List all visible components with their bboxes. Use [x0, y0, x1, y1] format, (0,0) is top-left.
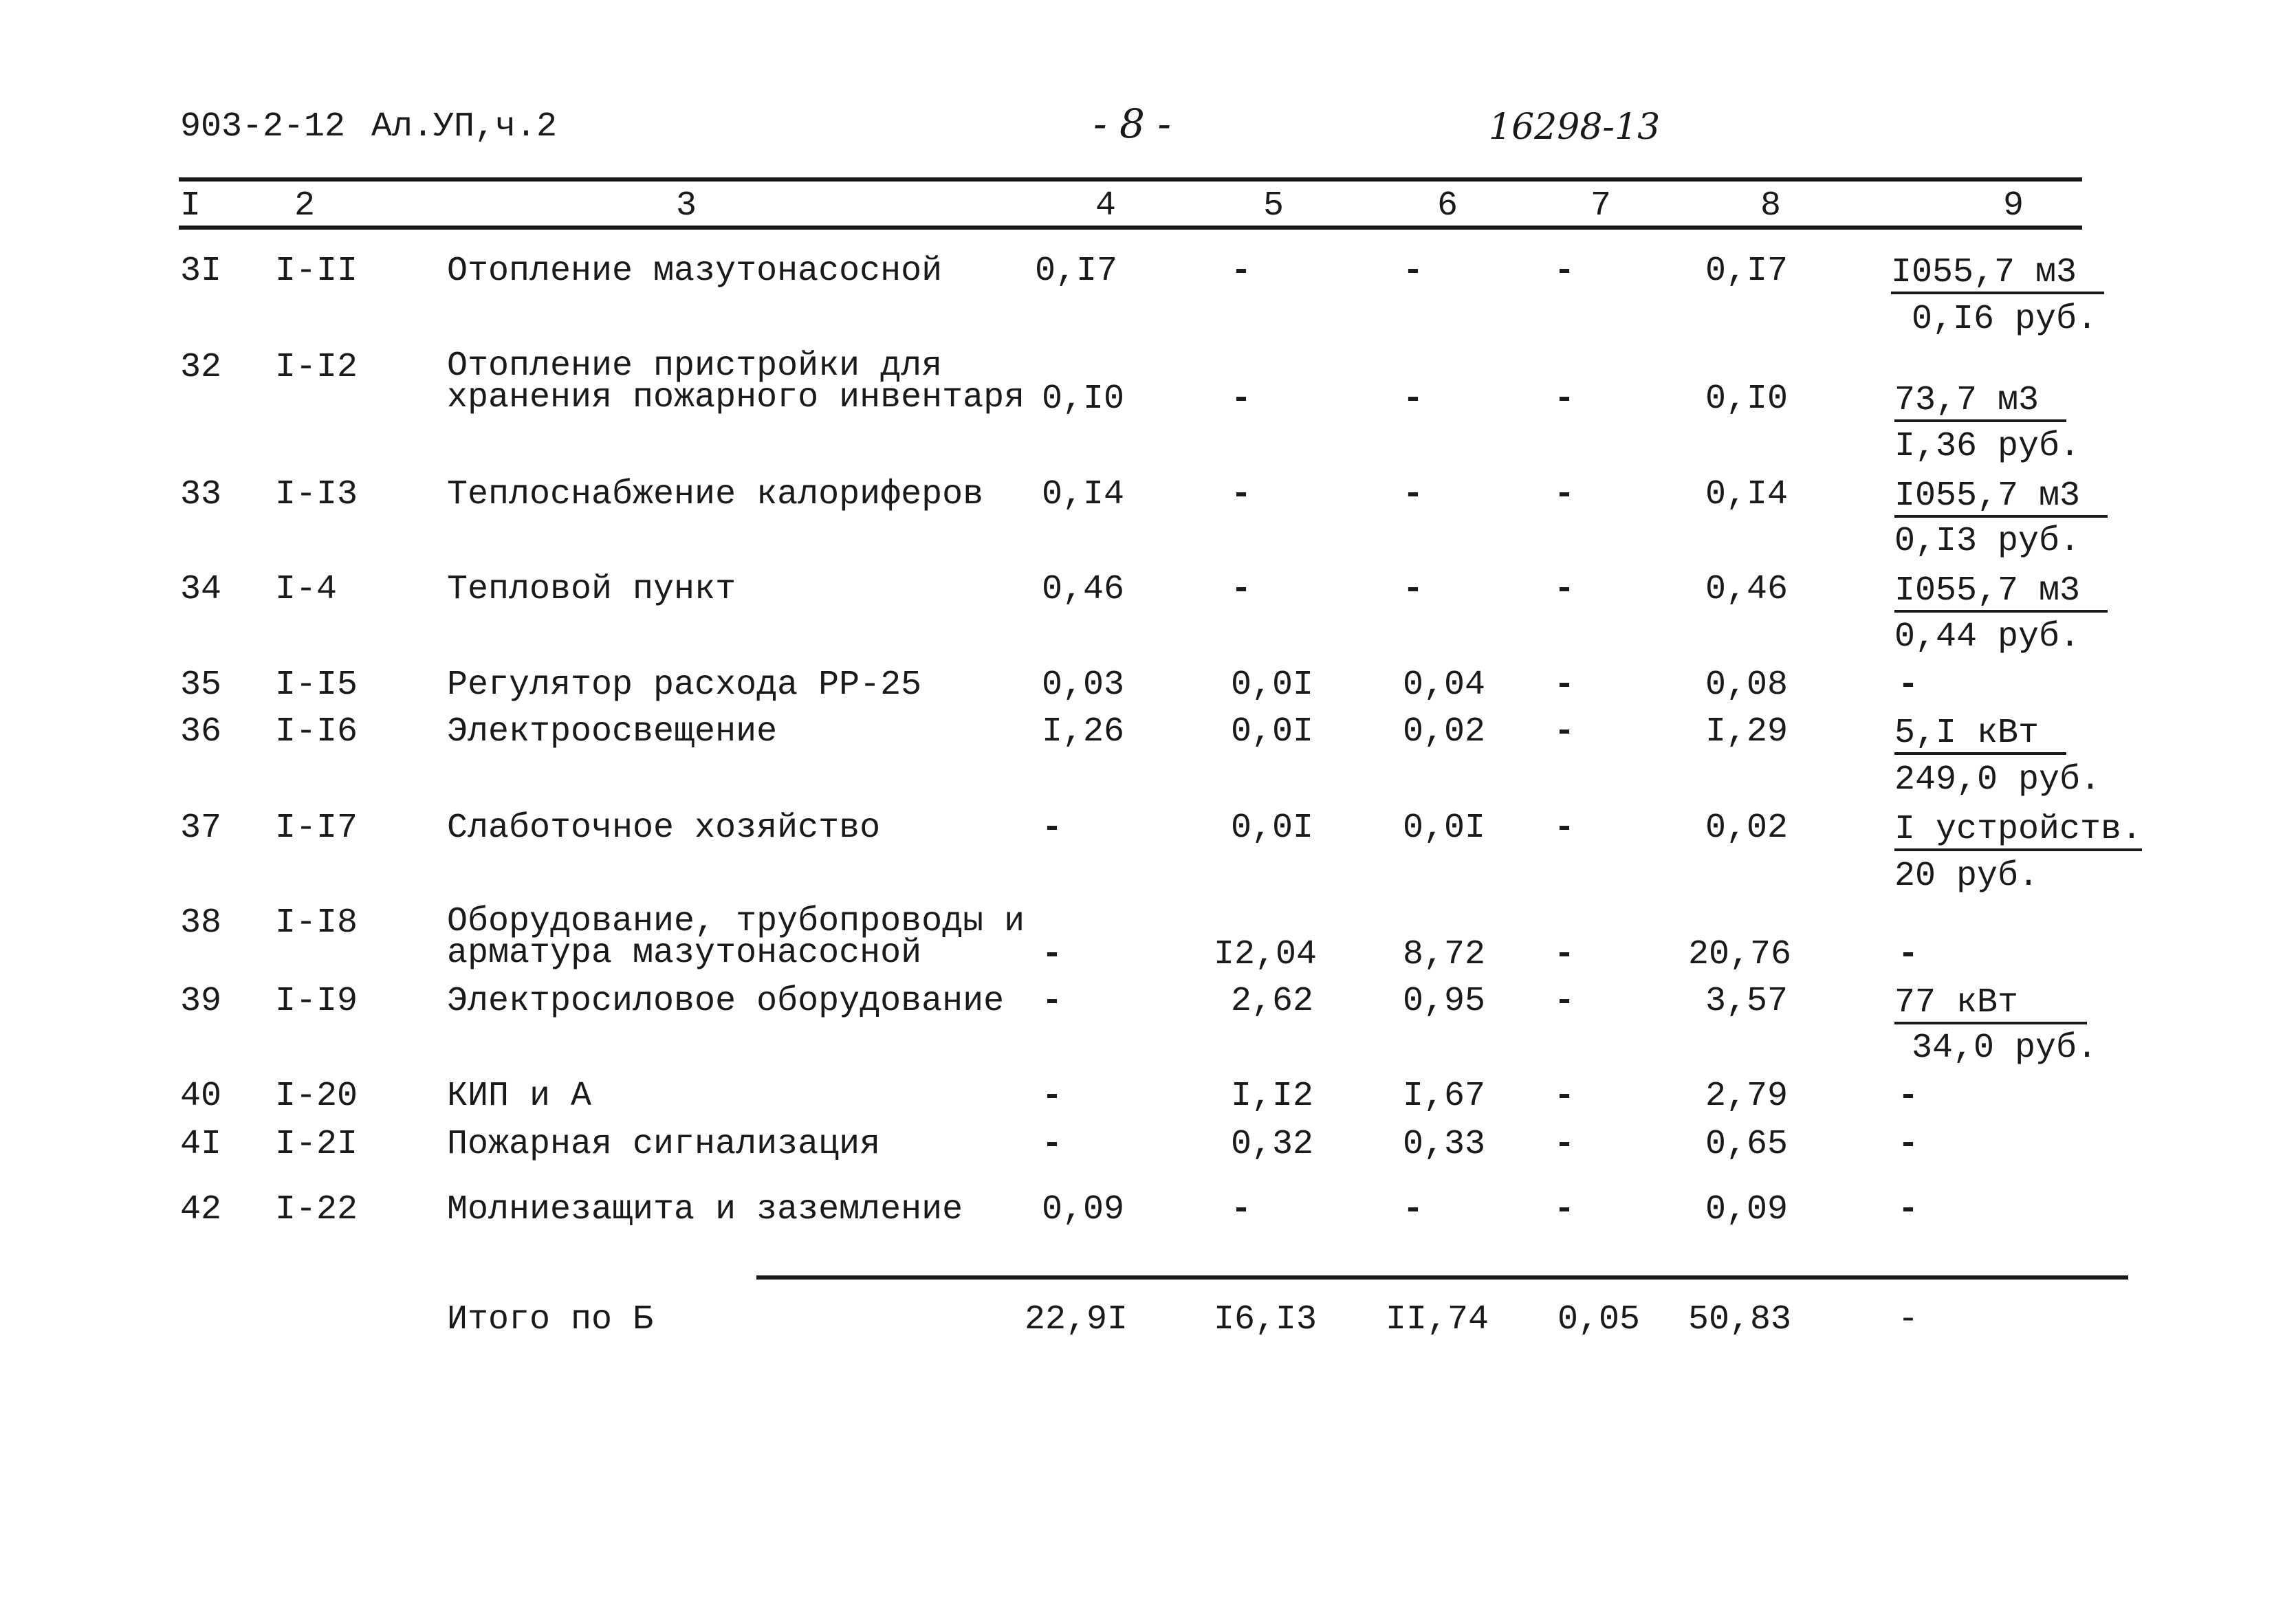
- row-col9-top: [1894, 715, 2066, 755]
- column-header-5: 5: [1263, 186, 1284, 226]
- total-label: Итого по Б: [447, 1300, 654, 1339]
- document-code: 903-2-12: [180, 107, 346, 146]
- row-reference: I-II: [275, 252, 358, 291]
- column-header-4: 4: [1095, 186, 1117, 226]
- row-col8: 0,I7: [1705, 252, 1789, 291]
- column-header-7: 7: [1590, 186, 1612, 226]
- column-header-9: 9: [2003, 186, 2024, 226]
- column-header-1: I: [180, 186, 201, 226]
- row-col6: -: [1403, 1190, 1424, 1229]
- row-col8: 2,79: [1705, 1077, 1789, 1116]
- row-col9-top-text: I055,7 м3: [1894, 573, 2108, 613]
- row-reference: I-I9: [275, 982, 358, 1021]
- row-col9-top: [1894, 573, 2108, 613]
- row-col4: 0,09: [1042, 1190, 1125, 1229]
- row-col4: I,26: [1042, 712, 1125, 751]
- row-col9-top: -: [1898, 666, 1919, 705]
- row-col4: 0,I7: [1035, 252, 1118, 291]
- row-col4: -: [1042, 1077, 1063, 1116]
- row-col9-top-text: 5,I кВт: [1894, 715, 2066, 755]
- row-name-line1: Оборудование, трубопроводы и: [447, 902, 1025, 941]
- row-col4: -: [1042, 809, 1063, 848]
- row-name: Отопление мазутонасосной: [447, 252, 943, 291]
- row-col4: -: [1042, 1125, 1063, 1164]
- row-col6: 0,0I: [1403, 809, 1486, 848]
- row-col7: -: [1554, 252, 1575, 291]
- row-col9-bottom: 249,0 руб.: [1894, 760, 2101, 800]
- row-col4: 0,I0: [1042, 380, 1125, 419]
- row-col9-bottom: I,36 руб.: [1894, 427, 2081, 466]
- column-header-8: 8: [1760, 186, 1782, 226]
- row-col6: 0,95: [1403, 982, 1486, 1021]
- row-col4: 0,03: [1042, 666, 1125, 705]
- row-col9-top: [1891, 254, 2104, 294]
- row-col8: 0,09: [1705, 1190, 1789, 1229]
- page-number: - 8 -: [1093, 100, 1171, 147]
- row-col9-top: -: [1898, 935, 1919, 974]
- row-col7: -: [1554, 809, 1575, 848]
- row-col6: -: [1403, 380, 1424, 419]
- row-name: Регулятор расхода РР-25: [447, 666, 922, 705]
- row-name-line2: хранения пожарного инвентаря: [447, 378, 1025, 417]
- row-number: 40: [180, 1077, 222, 1116]
- row-col4: 0,46: [1042, 570, 1125, 609]
- row-col5: 0,0I: [1231, 712, 1314, 751]
- row-number: 34: [180, 570, 222, 609]
- row-col7: -: [1554, 935, 1575, 974]
- row-reference: I-I2: [275, 348, 358, 387]
- row-col9-top: -: [1898, 1125, 1919, 1164]
- row-col5: -: [1231, 570, 1252, 609]
- row-reference: I-I7: [275, 809, 358, 848]
- row-name: Электросиловое оборудование: [447, 982, 1005, 1021]
- row-col7: -: [1554, 1125, 1575, 1164]
- row-col7: -: [1554, 380, 1575, 419]
- row-col4: -: [1042, 935, 1063, 974]
- row-col7: -: [1554, 982, 1575, 1021]
- row-col8: 0,I0: [1705, 380, 1789, 419]
- row-col9-top: [1894, 985, 2087, 1024]
- row-number: 35: [180, 666, 222, 705]
- row-reference: I-22: [275, 1190, 358, 1229]
- row-col5: 0,0I: [1231, 666, 1314, 705]
- row-col5: -: [1231, 252, 1252, 291]
- row-col5: -: [1231, 475, 1252, 514]
- row-name: Электроосвещение: [447, 712, 778, 751]
- row-name: Слаботочное хозяйство: [447, 809, 881, 848]
- row-col9-top-text: 73,7 м3: [1894, 382, 2066, 422]
- row-col5: 2,62: [1231, 982, 1314, 1021]
- row-col5: I,I2: [1231, 1077, 1314, 1116]
- row-number: 33: [180, 475, 222, 514]
- row-col9-bottom: 0,I3 руб.: [1894, 522, 2081, 561]
- row-col5: -: [1231, 1190, 1252, 1229]
- row-number: 36: [180, 712, 222, 751]
- row-col9-bottom: 0,44 руб.: [1894, 617, 2081, 657]
- row-name: Пожарная сигнализация: [447, 1125, 881, 1164]
- row-col8: 0,02: [1705, 809, 1789, 848]
- total-col8: 50,83: [1688, 1300, 1792, 1339]
- total-col4: 22,9I: [1025, 1300, 1128, 1339]
- row-name: Теплоснабжение калориферов: [447, 475, 984, 514]
- row-col9-top: [1894, 811, 2142, 851]
- row-col9-top: [1894, 478, 2108, 518]
- row-col6: 0,33: [1403, 1125, 1486, 1164]
- row-col6: I,67: [1403, 1077, 1486, 1116]
- row-name: Молниезащита и заземление: [447, 1190, 963, 1229]
- row-number: 42: [180, 1190, 222, 1229]
- row-col8: 20,76: [1688, 935, 1792, 974]
- row-col9-top: [1894, 382, 2066, 422]
- total-col9: -: [1898, 1300, 1919, 1339]
- row-number: 32: [180, 348, 222, 387]
- column-header-3: 3: [676, 186, 697, 226]
- column-header-2: 2: [294, 186, 316, 226]
- row-col7: -: [1554, 1190, 1575, 1229]
- row-col7: -: [1554, 666, 1575, 705]
- column-header-6: 6: [1437, 186, 1458, 226]
- row-col5: 0,0I: [1231, 809, 1314, 848]
- row-col5: -: [1231, 380, 1252, 419]
- row-col7: -: [1554, 570, 1575, 609]
- table-header-rule: [179, 226, 2082, 230]
- row-col9-top-text: I055,7 м3: [1891, 254, 2104, 294]
- total-col6: II,74: [1386, 1300, 1489, 1339]
- row-col4: 0,I4: [1042, 475, 1125, 514]
- row-col9-top: -: [1898, 1190, 1919, 1229]
- row-col6: 8,72: [1403, 935, 1486, 974]
- row-number: 37: [180, 809, 222, 848]
- row-col8: 0,46: [1705, 570, 1789, 609]
- row-name: КИП и А: [447, 1077, 592, 1116]
- row-col9-bottom: 0,I6 руб.: [1912, 300, 2098, 339]
- row-col8: 0,65: [1705, 1125, 1789, 1164]
- row-col9-top-text: I055,7 м3: [1894, 478, 2108, 518]
- row-number: 39: [180, 982, 222, 1021]
- table-top-rule: [179, 177, 2082, 182]
- row-col8: 0,I4: [1705, 475, 1789, 514]
- row-col6: -: [1403, 570, 1424, 609]
- row-name: Тепловой пункт: [447, 570, 736, 609]
- row-number: 3I: [180, 252, 222, 291]
- row-col7: -: [1554, 475, 1575, 514]
- row-number: 4I: [180, 1125, 222, 1164]
- row-reference: I-I3: [275, 475, 358, 514]
- row-col6: 0,02: [1403, 712, 1486, 751]
- row-col9-top: -: [1898, 1077, 1919, 1116]
- row-reference: I-4: [275, 570, 338, 609]
- row-col4: -: [1042, 982, 1063, 1021]
- row-col9-top-text: I устройств.: [1894, 811, 2142, 851]
- row-col7: -: [1554, 1077, 1575, 1116]
- total-rule: [756, 1275, 2128, 1280]
- total-col5: I6,I3: [1214, 1300, 1318, 1339]
- row-col9-top-text: 77 кВт: [1894, 985, 2087, 1024]
- row-number: 38: [180, 903, 222, 943]
- album-reference: Ал.УП,ч.2: [371, 107, 558, 146]
- row-reference: I-2I: [275, 1125, 358, 1164]
- row-col8: I,29: [1705, 712, 1789, 751]
- row-col8: 3,57: [1705, 982, 1789, 1021]
- total-col7: 0,05: [1557, 1300, 1641, 1339]
- row-col9-bottom: 20 руб.: [1894, 857, 2040, 896]
- row-name-line1: Отопление пристройки для: [447, 347, 943, 386]
- row-col8: 0,08: [1705, 666, 1789, 705]
- row-name-line2: арматура мазутонасосной: [447, 934, 922, 973]
- row-col9-bottom: 34,0 руб.: [1912, 1029, 2098, 1068]
- row-col6: 0,04: [1403, 666, 1486, 705]
- row-col7: -: [1554, 712, 1575, 751]
- row-reference: I-I6: [275, 712, 358, 751]
- row-col6: -: [1403, 475, 1424, 514]
- row-reference: I-I5: [275, 666, 358, 705]
- row-reference: I-20: [275, 1077, 358, 1116]
- row-col5: 0,32: [1231, 1125, 1314, 1164]
- row-col6: -: [1403, 252, 1424, 291]
- row-reference: I-I8: [275, 903, 358, 943]
- row-col5: I2,04: [1214, 935, 1318, 974]
- inventory-number: 16298-13: [1489, 107, 1661, 148]
